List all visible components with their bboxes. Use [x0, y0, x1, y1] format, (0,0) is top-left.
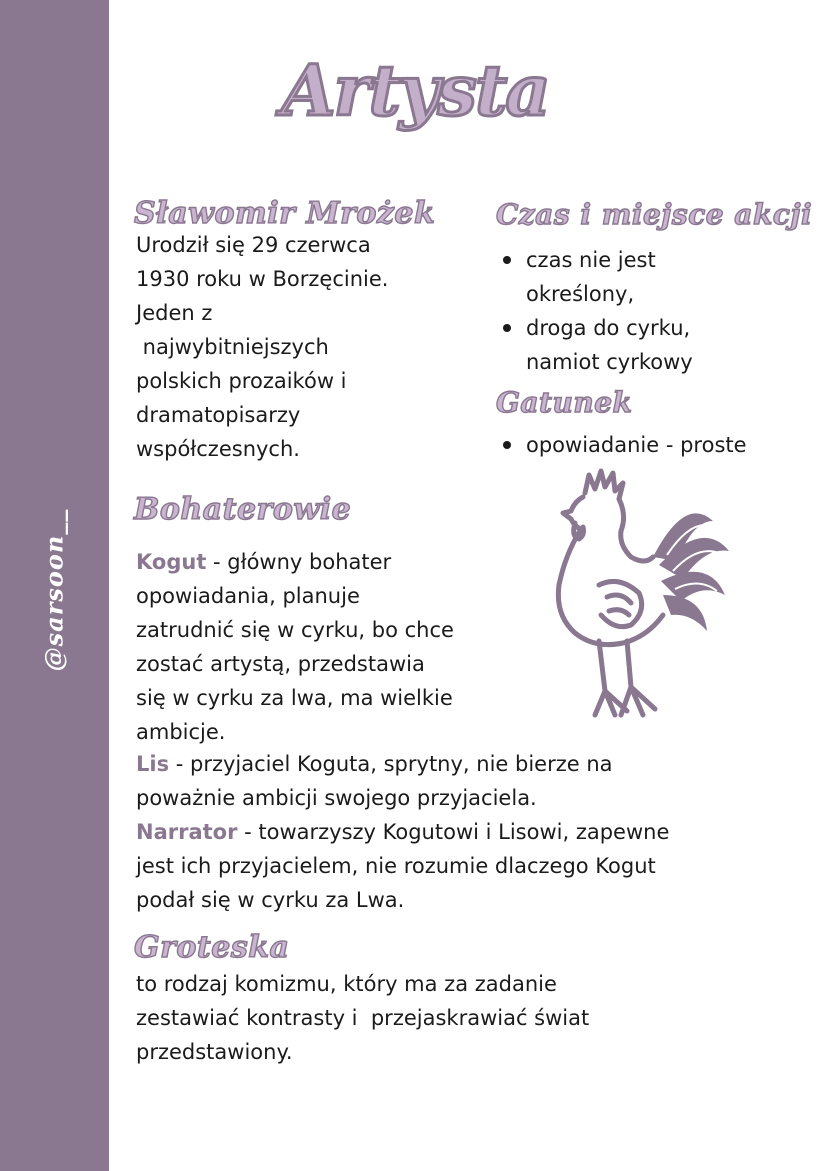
character-name: Narrator [136, 820, 238, 844]
list-item [498, 428, 808, 462]
list-item-text: opowiadanie - proste [526, 433, 747, 457]
character-desc: - towarzyszy Kogutowi i Lisowi, zapewne [237, 820, 670, 844]
genre-heading: Gatunek [496, 386, 633, 419]
author-bio-line: polskich prozaików i [136, 369, 347, 393]
author-bio-line: dramatopisarzy [136, 403, 301, 427]
characters-heading: Bohaterowie [134, 492, 352, 527]
grotesque-line: przedstawiony. [136, 1040, 293, 1064]
author-bio-line: 1930 roku w Borzęcinie. [136, 267, 389, 291]
page-title: Artysta [281, 49, 549, 132]
character-lis-line: poważnie ambicji swojego przyjaciela. [136, 786, 537, 810]
author-bio-line: Jeden z [136, 301, 213, 325]
author-bio [136, 228, 388, 466]
character-desc: - główny bohater [206, 550, 392, 574]
grotesque-line: zestawiać kontrasty i przejaskrawiać świat [136, 1006, 590, 1030]
author-handle: @sarsoon__ [39, 508, 69, 672]
list-item [498, 311, 808, 379]
author-heading: Sławomir Mrożek [134, 196, 436, 231]
grotesque-heading: Groteska [134, 930, 290, 965]
character-narrator-line: podał się w cyrku za Lwa. [136, 888, 405, 912]
grotesque-definition [136, 967, 589, 1069]
character-name: Kogut [136, 550, 207, 574]
character-name: Lis [136, 752, 170, 776]
character-kogut-line: ambicje. [136, 720, 226, 744]
character-kogut-line [136, 545, 454, 579]
list-item-text: określony, [526, 282, 635, 306]
author-bio-line: współczesnych. [136, 437, 300, 461]
rooster-icon [535, 465, 735, 725]
character-kogut-line: zatrudnić się w cyrku, bo chce [136, 618, 454, 642]
author-bio-line: Urodził się 29 czerwca [136, 233, 371, 257]
character-lis-line [136, 747, 613, 781]
character-narrator-line: jest ich przyjacielem, nie rozumie dlaczego Kogut [136, 854, 656, 878]
character-kogut [136, 545, 454, 749]
character-lis [136, 747, 613, 815]
sidebar [0, 0, 109, 1171]
character-desc: - przyjaciel Koguta, sprytny, nie bierze na [169, 752, 613, 776]
grotesque-line: to rodzaj komizmu, który ma za zadanie [136, 972, 557, 996]
author-bio-line: najwybitniejszych [136, 335, 329, 359]
character-narrator-line [136, 815, 669, 849]
list-item-text: czas nie jest [526, 248, 656, 272]
setting-list [498, 243, 808, 379]
character-kogut-line: się w cyrku za lwa, ma wielkie [136, 686, 453, 710]
character-kogut-line: zostać artystą, przedstawia [136, 652, 425, 676]
setting-heading: Czas i miejsce akcji [496, 198, 813, 231]
list-item-text: namiot cyrkowy [526, 350, 693, 374]
character-kogut-line: opowiadania, planuje [136, 584, 360, 608]
list-item [498, 243, 808, 311]
genre-list [498, 428, 808, 462]
list-item-text: droga do cyrku, [526, 316, 691, 340]
character-narrator [136, 815, 669, 917]
